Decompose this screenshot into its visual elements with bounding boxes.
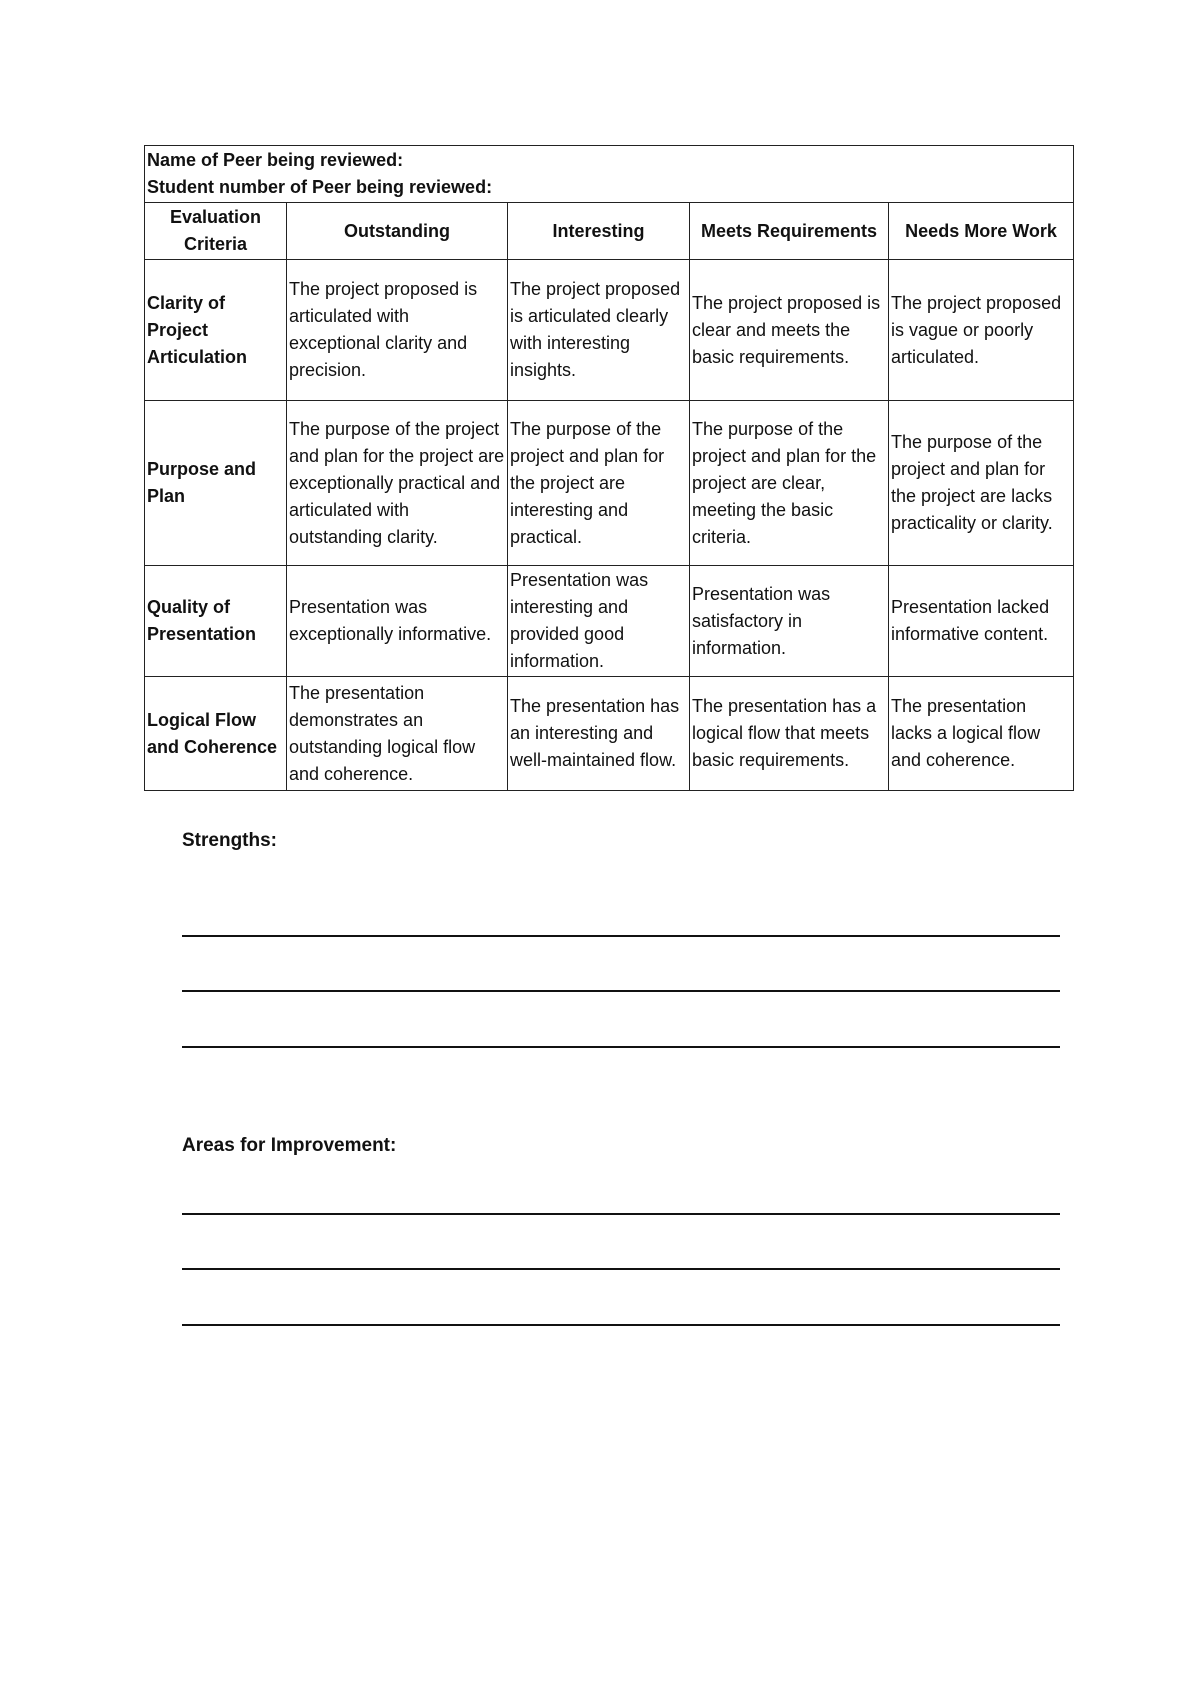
descriptor-cell: Presentation lacked informative content. xyxy=(889,566,1074,677)
descriptor-cell: Presentation was satisfactory in information. xyxy=(690,566,889,677)
descriptor-cell: The project proposed is articulated clearly with interesting insights. xyxy=(508,260,690,401)
criterion-purpose-plan: Purpose and Plan xyxy=(145,401,287,566)
descriptor-cell: Presentation was exceptionally informative. xyxy=(287,566,508,677)
header-outstanding: Outstanding xyxy=(287,203,508,260)
table-row xyxy=(145,566,1074,677)
rubric-table xyxy=(144,145,1074,791)
criterion-logical-flow: Logical Flow and Coherence xyxy=(145,677,287,791)
header-evaluation-criteria: Evaluation Criteria xyxy=(145,203,287,260)
descriptor-cell: The project proposed is vague or poorly articulated. xyxy=(889,260,1074,401)
descriptor-cell: The purpose of the project and plan for the project are lacks practicality or clarity. xyxy=(889,401,1074,566)
header-meets-requirements: Meets Requirements xyxy=(690,203,889,260)
criterion-clarity: Clarity of Project Articulation xyxy=(145,260,287,401)
descriptor-cell: The project proposed is clear and meets the basic requirements. xyxy=(690,260,889,401)
descriptor-cell: The purpose of the project and plan for the project are exceptionally practical and articulated with outstanding clarity. xyxy=(287,401,508,566)
descriptor-cell: The purpose of the project and plan for the project are interesting and practical. xyxy=(508,401,690,566)
descriptor-cell: The presentation lacks a logical flow and coherence. xyxy=(889,677,1074,791)
improvement-line-1[interactable] xyxy=(182,1213,1060,1215)
improvement-line-3[interactable] xyxy=(182,1324,1060,1326)
peer-name-label: Name of Peer being reviewed: xyxy=(147,150,404,170)
descriptor-cell: The project proposed is articulated with exceptional clarity and precision. xyxy=(287,260,508,401)
table-row xyxy=(145,260,1074,401)
improvement-label: Areas for Improvement: xyxy=(182,1135,397,1156)
strengths-line-1[interactable] xyxy=(182,935,1060,937)
descriptor-cell: The purpose of the project and plan for the project are clear, meeting the basic criteria. xyxy=(690,401,889,566)
strengths-line-2[interactable] xyxy=(182,990,1060,992)
criterion-quality-presentation: Quality of Presentation xyxy=(145,566,287,677)
header-interesting: Interesting xyxy=(508,203,690,260)
improvement-line-2[interactable] xyxy=(182,1268,1060,1270)
header-needs-more-work: Needs More Work xyxy=(889,203,1074,260)
strengths-line-3[interactable] xyxy=(182,1046,1060,1048)
strengths-label: Strengths: xyxy=(182,830,277,851)
table-row xyxy=(145,401,1074,566)
table-row xyxy=(145,677,1074,791)
peer-info-cell xyxy=(145,146,1074,203)
descriptor-cell: The presentation has an interesting and well-maintained flow. xyxy=(508,677,690,791)
descriptor-cell: The presentation has a logical flow that meets basic requirements. xyxy=(690,677,889,791)
descriptor-cell: The presentation demonstrates an outstanding logical flow and coherence. xyxy=(287,677,508,791)
rubric-header-row xyxy=(145,203,1074,260)
descriptor-cell: Presentation was interesting and provided good information. xyxy=(508,566,690,677)
peer-student-number-label: Student number of Peer being reviewed: xyxy=(147,177,493,197)
